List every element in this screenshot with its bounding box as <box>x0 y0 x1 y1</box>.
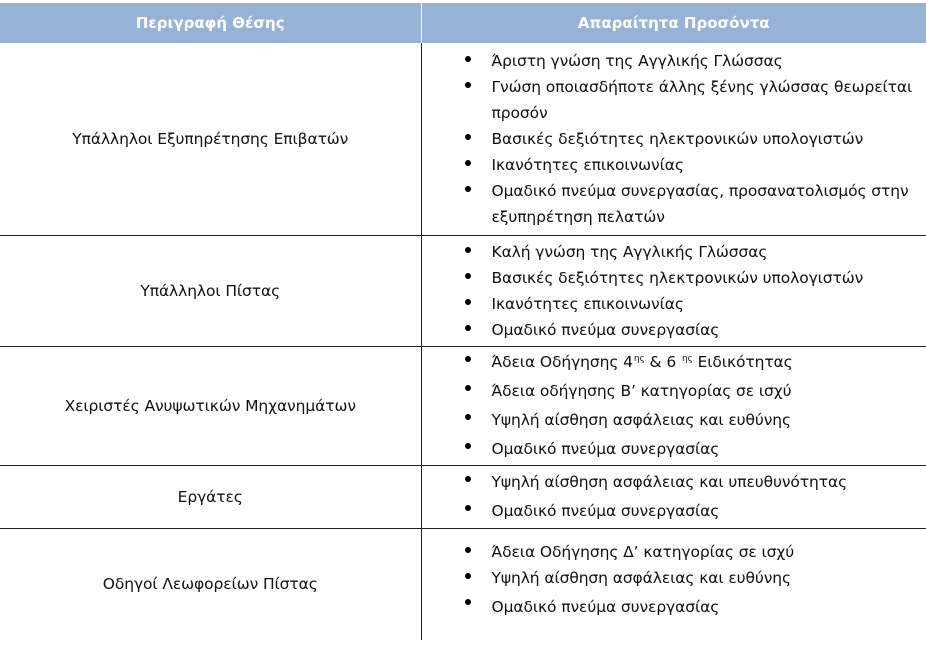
position-name: Οδηγοί Λεωφορείων Πίστας <box>0 528 421 640</box>
list-item: Ομαδικό πνεύμα συνεργασίας, προσανατολισμός στην εξυπηρέτηση πελατών <box>492 178 917 230</box>
table-row <box>0 346 926 465</box>
table-header-row <box>0 3 926 43</box>
header-requirements: Απαραίτητα Προσόντα <box>421 3 926 43</box>
license-text-a: Άδεια Οδήγησης 4 <box>491 352 633 371</box>
list-item: Ομαδικό πνεύμα συνεργασίας <box>492 317 926 343</box>
list-item: Ικανότητες επικοινωνίας <box>492 152 917 178</box>
license-text-c: Ειδικότητας <box>692 352 793 371</box>
position-name: Χειριστές Ανυψωτικών Μηχανημάτων <box>0 346 421 465</box>
list-item: Ομαδικό πνεύμα συνεργασίας <box>492 435 926 464</box>
requirements-list <box>422 48 926 230</box>
list-item: Άδεια οδήγησης Β’ κατηγορίας σε ισχύ <box>492 377 926 406</box>
position-name: Υπάλληλοι Εξυπηρέτησης Επιβατών <box>0 43 421 235</box>
requirements-list <box>422 348 926 464</box>
ordinal-suffix: ης <box>681 353 693 364</box>
license-text-b: & 6 <box>644 352 681 371</box>
requirements-cell <box>421 346 926 465</box>
position-name: Υπάλληλοι Πίστας <box>0 235 421 346</box>
list-item: Υψηλή αίσθηση ασφάλειας και ευθύνης <box>492 406 926 435</box>
ordinal-suffix: ης <box>633 353 645 364</box>
table-row <box>0 235 926 346</box>
list-item: Υψηλή αίσθηση ασφάλειας και υπευθυνότητας <box>492 468 926 497</box>
requirements-cell <box>421 465 926 528</box>
header-position: Περιγραφή Θέσης <box>0 3 421 43</box>
requirements-cell <box>421 43 926 235</box>
requirements-list <box>422 468 926 526</box>
list-item <box>492 348 926 377</box>
requirements-list <box>422 539 926 623</box>
table-row <box>0 528 926 640</box>
list-item: Ομαδικό πνεύμα συνεργασίας <box>492 497 926 526</box>
list-item: Γνώση οποιασδήποτε άλλης ξένης γλώσσας θεωρείται προσόν <box>492 74 917 126</box>
table-row <box>0 465 926 528</box>
requirements-cell <box>421 528 926 640</box>
list-item: Βασικές δεξιότητες ηλεκτρονικών υπολογιστών <box>492 265 926 291</box>
list-item: Καλή γνώση της Αγγλικής Γλώσσας <box>492 239 926 265</box>
list-item: Βασικές δεξιότητες ηλεκτρονικών υπολογιστών <box>492 126 917 152</box>
list-item: Ικανότητες επικοινωνίας <box>492 291 926 317</box>
list-item: Άδεια Οδήγησης Δ’ κατηγορίας σε ισχύ <box>492 539 926 565</box>
requirements-cell <box>421 235 926 346</box>
positions-table <box>0 3 926 640</box>
list-item: Ομαδικό πνεύμα συνεργασίας <box>492 591 926 623</box>
table-row <box>0 43 926 235</box>
position-name: Εργάτες <box>0 465 421 528</box>
requirements-list <box>422 239 926 343</box>
list-item: Άριστη γνώση της Αγγλικής Γλώσσας <box>492 48 917 74</box>
list-item: Υψηλή αίσθηση ασφάλειας και ευθύνης <box>492 565 926 591</box>
